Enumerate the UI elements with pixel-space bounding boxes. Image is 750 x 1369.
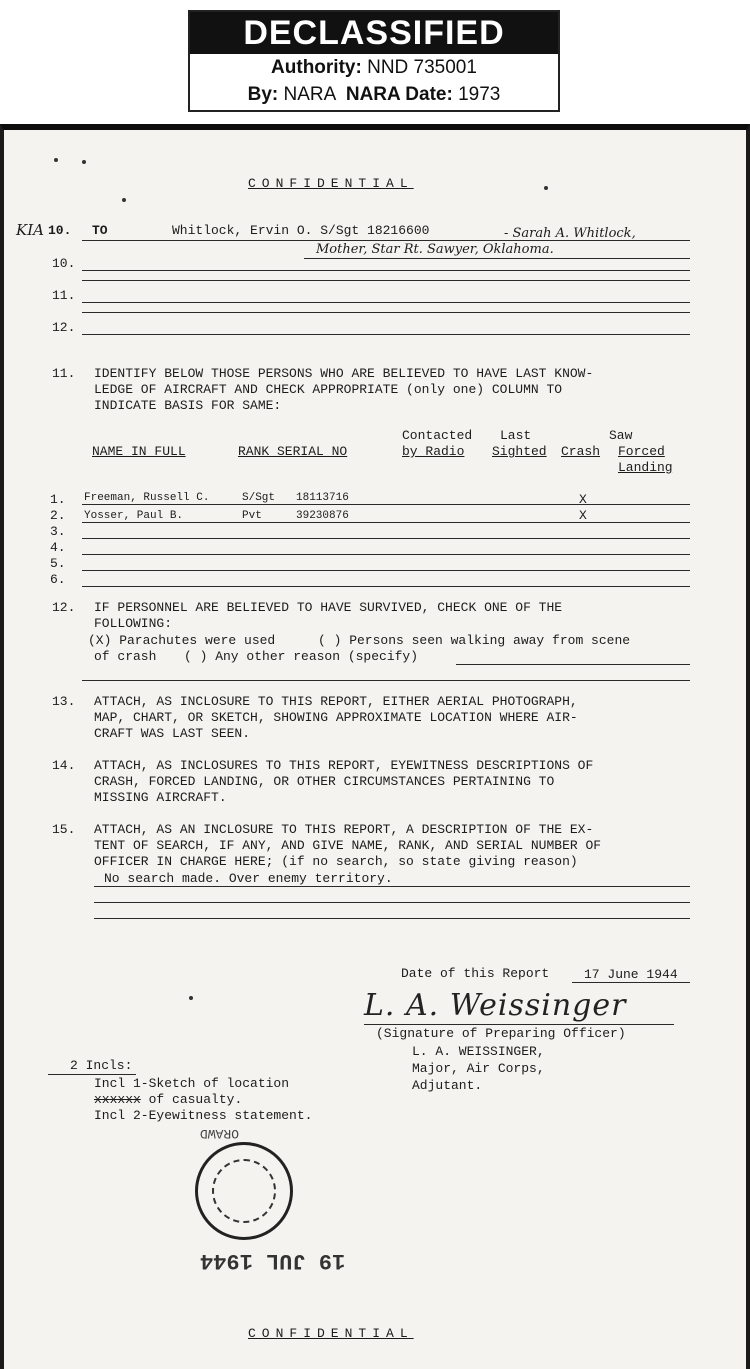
item12-option-walking: ( ) Persons seen walking away from scene bbox=[318, 633, 631, 648]
item15-line: TENT OF SEARCH, IF ANY, AND GIVE NAME, RANK, AND SERIAL NUMBER OF bbox=[94, 838, 602, 853]
upside-down-stamp-fragment: ORAWD bbox=[200, 1126, 240, 1141]
classification-top: CONFIDENTIAL bbox=[248, 176, 414, 191]
speck bbox=[544, 186, 548, 190]
seal-inner-ring bbox=[212, 1159, 276, 1223]
item13-line: MAP, CHART, OR SKETCH, SHOWING APPROXIMATE LOCATION WHERE AIR- bbox=[94, 710, 578, 725]
row-number: 6. bbox=[50, 572, 66, 587]
report-date-label: Date of this Report bbox=[401, 966, 550, 981]
row-number: 3. bbox=[50, 524, 66, 539]
row-number: 1. bbox=[50, 492, 66, 507]
col-forced: Landing bbox=[618, 460, 673, 475]
signature-caption: (Signature of Preparing Officer) bbox=[376, 1026, 626, 1041]
col-sighted: Sighted bbox=[492, 444, 547, 459]
signature-rule bbox=[364, 1024, 674, 1025]
item15-line: ATTACH, AS AN INCLOSURE TO THIS REPORT, A DESCRIPTION OF THE EX- bbox=[94, 822, 594, 837]
person-crash-mark: X bbox=[579, 508, 587, 523]
line10-to: TO bbox=[92, 223, 108, 238]
inclosure-1: Incl 1-Sketch of location bbox=[94, 1076, 290, 1091]
row-rule bbox=[82, 504, 690, 505]
blank-line-number: 10. bbox=[52, 256, 76, 271]
speck bbox=[189, 996, 193, 1000]
line10-next-of-kin: - Sarah A. Whitlock, bbox=[504, 226, 636, 241]
item13-line: ATTACH, AS INCLOSURE TO THIS REPORT, EITHER AERIAL PHOTOGRAPH, bbox=[94, 694, 578, 709]
blank-rule bbox=[82, 270, 690, 271]
col-radio: by Radio bbox=[402, 444, 465, 459]
row-rule bbox=[82, 586, 690, 587]
item14-line: MISSING AIRCRAFT. bbox=[94, 790, 227, 805]
person-crash-mark: X bbox=[579, 492, 587, 507]
officer-name: L. A. WEISSINGER, bbox=[412, 1044, 545, 1059]
item14-line: ATTACH, AS INCLOSURES TO THIS REPORT, EYEWITNESS DESCRIPTIONS OF bbox=[94, 758, 594, 773]
row-number: 2. bbox=[50, 508, 66, 523]
item15-answer: No search made. Over enemy territory. bbox=[104, 871, 393, 886]
blank-rule bbox=[82, 302, 690, 303]
line10-number: 10. bbox=[48, 223, 72, 238]
margin-kia-mark: KIA bbox=[16, 221, 44, 239]
received-date-stamp: 19 JUL 1944 bbox=[200, 1248, 346, 1273]
declassified-stamp bbox=[188, 10, 560, 112]
col-rank: RANK SERIAL NO bbox=[238, 444, 348, 459]
item15-line: OFFICER IN CHARGE HERE; (if no search, so state giving reason) bbox=[94, 854, 578, 869]
stamp-heading: DECLASSIFIED bbox=[190, 12, 558, 54]
item15-rule bbox=[94, 918, 690, 919]
blank-line-number: 11. bbox=[52, 288, 76, 303]
classification-bottom: CONFIDENTIAL bbox=[248, 1326, 414, 1341]
row-rule bbox=[82, 522, 690, 523]
speck bbox=[54, 158, 58, 162]
inclosure-count: 2 Incls: bbox=[70, 1058, 133, 1073]
row-number: 5. bbox=[50, 556, 66, 571]
item14-number: 14. bbox=[52, 758, 76, 773]
col-radio: Contacted bbox=[402, 428, 473, 443]
stamp-by-date: By: NARA NARA Date: 1973 bbox=[247, 84, 501, 105]
item12-line: IF PERSONNEL ARE BELIEVED TO HAVE SURVIVED, CHECK ONE OF THE bbox=[94, 600, 563, 615]
speck bbox=[122, 198, 126, 202]
line10-rule bbox=[82, 240, 690, 241]
circular-seal bbox=[195, 1142, 293, 1240]
speck bbox=[82, 160, 86, 164]
col-sighted: Last bbox=[500, 428, 532, 443]
row-rule bbox=[82, 570, 690, 571]
person-serial: 18113716 bbox=[296, 492, 349, 504]
item15-number: 15. bbox=[52, 822, 76, 837]
col-crash: Crash bbox=[561, 444, 601, 459]
item15-rule bbox=[94, 902, 690, 903]
blank-rule bbox=[82, 334, 690, 335]
officer-rank: Major, Air Corps, bbox=[412, 1061, 545, 1076]
item11-number: 11. bbox=[52, 366, 76, 381]
report-date-rule bbox=[572, 982, 690, 983]
item12-option-walking-cont: of crash bbox=[94, 649, 157, 664]
officer-title: Adjutant. bbox=[412, 1078, 483, 1093]
item12-specify-rule bbox=[456, 664, 690, 665]
row-rule bbox=[82, 538, 690, 539]
line10-rule-2 bbox=[304, 258, 690, 259]
row-number: 4. bbox=[50, 540, 66, 555]
line10-address: Mother, Star Rt. Sawyer, Oklahoma. bbox=[316, 242, 554, 257]
blank-line-number: 12. bbox=[52, 320, 76, 335]
blank-rule bbox=[82, 312, 690, 313]
person-name: Yosser, Paul B. bbox=[84, 510, 184, 522]
item11-line: INDICATE BASIS FOR SAME: bbox=[94, 398, 282, 413]
col-forced: Saw bbox=[609, 428, 633, 443]
document-sheet bbox=[0, 124, 750, 1369]
person-name: Freeman, Russell C. bbox=[84, 492, 210, 504]
inclosure-1-cont: xxxxxx of casualty. bbox=[94, 1092, 243, 1107]
item12-number: 12. bbox=[52, 600, 76, 615]
item15-rule bbox=[94, 886, 690, 887]
stamp-authority: Authority: NND 735001 bbox=[271, 57, 477, 78]
item12-line: FOLLOWING: bbox=[94, 616, 173, 631]
col-name: NAME IN FULL bbox=[92, 444, 186, 459]
person-rank: Pvt bbox=[242, 510, 262, 522]
col-forced: Forced bbox=[618, 444, 665, 459]
person-serial: 39230876 bbox=[296, 510, 349, 522]
item12-option-other: ( ) Any other reason (specify) bbox=[184, 649, 419, 664]
inclosure-2: Incl 2-Eyewitness statement. bbox=[94, 1108, 313, 1123]
line10-person: Whitlock, Ervin O. S/Sgt 18216600 bbox=[172, 223, 430, 238]
item11-line: LEDGE OF AIRCRAFT AND CHECK APPROPRIATE (only one) COLUMN TO bbox=[94, 382, 563, 397]
item13-line: CRAFT WAS LAST SEEN. bbox=[94, 726, 251, 741]
item12-rule bbox=[82, 680, 690, 681]
item12-option-parachutes: (X) Parachutes were used bbox=[88, 633, 276, 648]
person-rank: S/Sgt bbox=[242, 492, 276, 504]
inclosure-rule bbox=[48, 1074, 136, 1075]
report-date-value: 17 June 1944 bbox=[584, 967, 678, 982]
item11-line: IDENTIFY BELOW THOSE PERSONS WHO ARE BELIEVED TO HAVE LAST KNOW- bbox=[94, 366, 594, 381]
item14-line: CRASH, FORCED LANDING, OR OTHER CIRCUMSTANCES PERTAINING TO bbox=[94, 774, 555, 789]
blank-rule bbox=[82, 280, 690, 281]
row-rule bbox=[82, 554, 690, 555]
officer-signature: L. A. Weissinger bbox=[364, 988, 627, 1023]
item13-number: 13. bbox=[52, 694, 76, 709]
